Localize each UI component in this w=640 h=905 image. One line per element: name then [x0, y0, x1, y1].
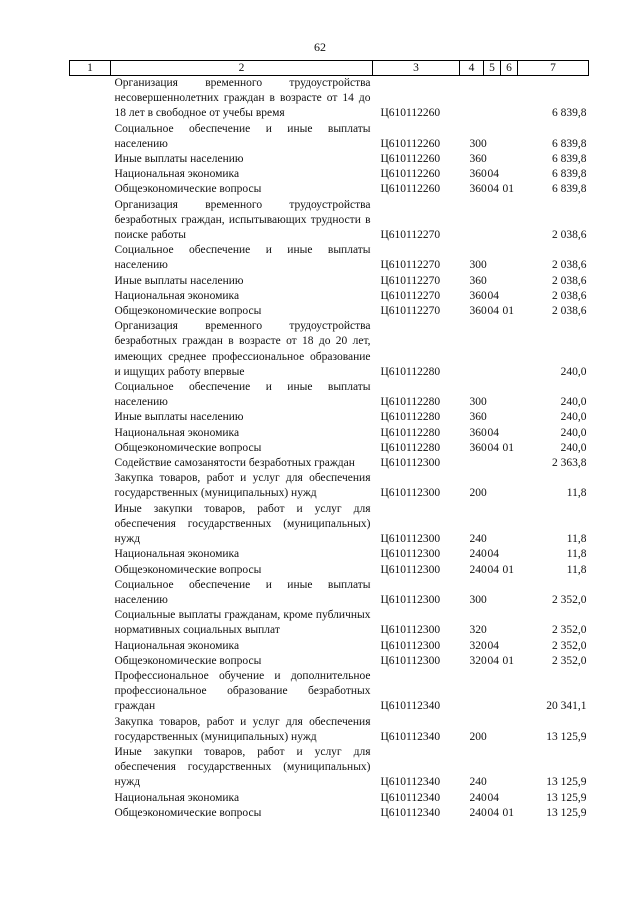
table-row: [70, 791, 589, 806]
row-expense-type: 360: [469, 305, 487, 318]
row-name: Закупка товаров, работ и услуг для обеспечения государственных (муниципальных) нужд: [114, 715, 371, 743]
row-number-cell: [70, 791, 111, 806]
row-code: Ц610112340: [380, 776, 441, 789]
row-expense-type: 240: [469, 563, 487, 576]
row-expense-type: 200: [469, 487, 487, 500]
row-code: Ц610112300: [380, 548, 441, 561]
row-section: 04: [487, 639, 499, 652]
row-number-cell: [70, 654, 111, 669]
row-amount: 240,0: [560, 411, 587, 424]
row-section: [484, 76, 501, 122]
row-subsection: 01: [502, 441, 514, 454]
header-col-5: 5: [484, 61, 501, 76]
row-amount: 13 125,9: [546, 791, 587, 804]
row-number-cell: [70, 76, 111, 122]
row-section: 04: [487, 289, 499, 302]
row-name: Общеэкономические вопросы: [114, 183, 262, 196]
table-row: [70, 441, 589, 456]
table-row: [70, 198, 589, 244]
row-number-cell: [70, 715, 111, 745]
row-section: 04: [487, 654, 499, 667]
row-subsection: [501, 167, 518, 182]
row-subsection: [501, 198, 518, 244]
row-expense-type: 360: [469, 183, 487, 196]
row-number-cell: [70, 745, 111, 791]
row-name: Иные закупки товаров, работ и услуг для обеспечения государственных (муниципальных) нужд: [114, 502, 371, 546]
row-expense-type: 320: [469, 624, 487, 637]
row-subsection: [501, 608, 518, 638]
row-expense-type: 360: [469, 426, 487, 439]
row-amount: 13 125,9: [546, 730, 587, 743]
row-name: Национальная экономика: [114, 639, 240, 652]
row-subsection: [501, 380, 518, 410]
row-number-cell: [70, 608, 111, 638]
header-row: [70, 61, 589, 76]
row-expense-type: [460, 198, 484, 244]
row-name: Организация временного трудоустройства безработных граждан в возрасте от 18 до 20 лет, имеющих среднее профессиональное образование и ищущих работу впервые: [114, 320, 371, 378]
row-number-cell: [70, 380, 111, 410]
row-subsection: [501, 243, 518, 273]
row-expense-type: 300: [469, 593, 487, 606]
budget-table: [69, 60, 589, 821]
table-row: [70, 380, 589, 410]
row-code: Ц610112260: [380, 183, 441, 196]
row-subsection: [501, 289, 518, 304]
row-subsection: 01: [502, 305, 514, 318]
row-section: 04: [487, 441, 499, 454]
row-code: Ц610112280: [380, 441, 441, 454]
table-row: [70, 167, 589, 182]
row-expense-type: 240: [469, 776, 487, 789]
page-number: 62: [314, 40, 326, 54]
row-code: Ц610112270: [380, 274, 441, 287]
table-row: [70, 563, 589, 578]
row-expense-type: 240: [469, 791, 487, 804]
table-row: [70, 806, 589, 821]
row-expense-type: [460, 319, 484, 380]
row-amount: 2 038,6: [552, 289, 587, 302]
table-row: [70, 502, 589, 548]
row-number-cell: [70, 122, 111, 152]
row-expense-type: 360: [469, 153, 487, 166]
table-row: [70, 654, 589, 669]
row-expense-type: 360: [469, 411, 487, 424]
row-expense-type: 320: [469, 654, 487, 667]
row-section: 04: [487, 563, 499, 576]
row-name: Иные выплаты населению: [114, 274, 244, 287]
row-amount: 13 125,9: [546, 806, 587, 819]
row-subsection: [501, 152, 518, 167]
row-subsection: [501, 122, 518, 152]
row-subsection: [501, 791, 518, 806]
table-row: [70, 669, 589, 715]
table-row: [70, 304, 589, 319]
row-number-cell: [70, 274, 111, 289]
row-amount: 2 352,0: [552, 624, 587, 637]
row-amount: 2 363,8: [552, 457, 587, 470]
row-name: Иные выплаты населению: [114, 153, 244, 166]
row-section: 04: [487, 168, 499, 181]
row-section: 04: [487, 806, 499, 819]
header-col-2: 2: [111, 61, 373, 76]
row-section: 04: [487, 183, 499, 196]
row-expense-type: 240: [469, 806, 487, 819]
row-amount: 6 839,8: [552, 137, 587, 150]
row-amount: 6 839,8: [552, 183, 587, 196]
row-number-cell: [70, 410, 111, 425]
row-code: Ц610112260: [380, 137, 441, 150]
row-number-cell: [70, 441, 111, 456]
row-name: Организация временного трудоустройства несовершеннолетних граждан в возрасте от 14 до 18 лет в свободное от учебы время: [114, 77, 371, 120]
table-row: [70, 715, 589, 745]
row-name: Общеэкономические вопросы: [114, 654, 262, 667]
table-row: [70, 547, 589, 562]
row-subsection: [501, 471, 518, 501]
row-subsection: [501, 410, 518, 425]
row-expense-type: 300: [469, 137, 487, 150]
row-code: Ц610112300: [380, 654, 441, 667]
table-row: [70, 456, 589, 471]
row-number-cell: [70, 547, 111, 562]
row-expense-type: [460, 669, 484, 715]
row-section: [484, 669, 501, 715]
row-code: Ц610112270: [380, 229, 441, 242]
row-code: Ц610112260: [380, 107, 441, 120]
row-number-cell: [70, 806, 111, 821]
row-expense-type: [460, 76, 484, 122]
table-row: [70, 426, 589, 441]
row-name: Национальная экономика: [114, 426, 240, 439]
row-amount: 240,0: [560, 441, 587, 454]
row-amount: 6 839,8: [552, 153, 587, 166]
row-number-cell: [70, 152, 111, 167]
row-amount: 2 352,0: [552, 593, 587, 606]
row-name: Социальное обеспечение и иные выплаты населению: [114, 381, 371, 409]
row-subsection: 01: [502, 654, 514, 667]
row-amount: 2 038,6: [552, 259, 587, 272]
row-amount: 2 038,6: [552, 229, 587, 242]
row-name: Содействие самозанятости безработных граждан: [114, 457, 355, 470]
row-code: Ц610112300: [380, 457, 441, 470]
row-subsection: [501, 426, 518, 441]
row-number-cell: [70, 319, 111, 380]
row-section: 04: [487, 548, 499, 561]
row-amount: 2 352,0: [552, 639, 587, 652]
row-subsection: 01: [502, 806, 514, 819]
row-expense-type: 300: [469, 259, 487, 272]
row-name: Социальное обеспечение и иные выплаты населению: [114, 244, 371, 272]
row-subsection: [501, 456, 518, 471]
row-amount: 240,0: [560, 396, 587, 409]
row-code: Ц610112280: [380, 411, 441, 424]
row-subsection: [501, 547, 518, 562]
row-name: Иные выплаты населению: [114, 411, 244, 424]
row-amount: 6 839,8: [552, 168, 587, 181]
row-expense-type: 240: [469, 548, 487, 561]
row-number-cell: [70, 182, 111, 197]
row-name: Общеэкономические вопросы: [114, 563, 262, 576]
table-row: [70, 639, 589, 654]
row-code: Ц610112340: [380, 730, 441, 743]
row-number-cell: [70, 502, 111, 548]
row-name: Национальная экономика: [114, 791, 240, 804]
row-code: Ц610112280: [380, 365, 441, 378]
table-row: [70, 152, 589, 167]
row-expense-type: [460, 456, 484, 471]
row-number-cell: [70, 456, 111, 471]
row-expense-type: 360: [469, 168, 487, 181]
header-col-6: 6: [501, 61, 518, 76]
row-section: [484, 456, 501, 471]
table-row: [70, 578, 589, 608]
table-row: [70, 745, 589, 791]
row-number-cell: [70, 167, 111, 182]
row-name: Социальные выплаты гражданам, кроме публичных нормативных социальных выплат: [114, 609, 371, 637]
table-row: [70, 289, 589, 304]
row-code: Ц610112340: [380, 806, 441, 819]
row-section: 04: [487, 305, 499, 318]
row-code: Ц610112280: [380, 426, 441, 439]
row-amount: 11,8: [566, 533, 587, 546]
header-col-4: 4: [460, 61, 484, 76]
row-name: Общеэкономические вопросы: [114, 305, 262, 318]
row-subsection: [501, 76, 518, 122]
row-number-cell: [70, 471, 111, 501]
row-amount: 20 341,1: [546, 700, 587, 713]
row-code: Ц610112300: [380, 593, 441, 606]
table-row: [70, 608, 589, 638]
header-col-3: 3: [373, 61, 460, 76]
row-code: Ц610112300: [380, 487, 441, 500]
row-code: Ц610112280: [380, 396, 441, 409]
row-code: Ц610112270: [380, 289, 441, 302]
row-name: Профессиональное обучение и дополнительное профессиональное образование безработных граждан: [114, 669, 371, 713]
row-name: Национальная экономика: [114, 548, 240, 561]
row-amount: 11,8: [566, 548, 587, 561]
row-number-cell: [70, 639, 111, 654]
row-name: Закупка товаров, работ и услуг для обеспечения государственных (муниципальных) нужд: [114, 472, 371, 500]
table-row: [70, 274, 589, 289]
row-expense-type: 360: [469, 289, 487, 302]
row-code: Ц610112260: [380, 153, 441, 166]
row-subsection: [501, 669, 518, 715]
row-code: Ц610112270: [380, 259, 441, 272]
row-subsection: 01: [502, 183, 514, 196]
table-body: [70, 76, 589, 821]
row-subsection: [501, 274, 518, 289]
table-row: [70, 471, 589, 501]
row-code: Ц610112270: [380, 305, 441, 318]
row-section: 04: [487, 791, 499, 804]
row-section: 04: [487, 426, 499, 439]
row-section: [484, 198, 501, 244]
table-row: [70, 243, 589, 273]
row-subsection: [501, 319, 518, 380]
row-amount: 240,0: [560, 426, 587, 439]
row-subsection: [501, 502, 518, 548]
header-col-7: 7: [518, 61, 589, 76]
row-subsection: [501, 639, 518, 654]
table-row: [70, 76, 589, 122]
table-row: [70, 410, 589, 425]
row-name: Общеэкономические вопросы: [114, 441, 262, 454]
row-amount: 240,0: [560, 365, 587, 378]
table-row: [70, 319, 589, 380]
row-name: Социальное обеспечение и иные выплаты населению: [114, 122, 371, 150]
row-subsection: 01: [502, 563, 514, 576]
row-code: Ц610112340: [380, 791, 441, 804]
row-amount: 6 839,8: [552, 107, 587, 120]
row-subsection: [501, 715, 518, 745]
row-number-cell: [70, 578, 111, 608]
row-number-cell: [70, 289, 111, 304]
row-subsection: [501, 578, 518, 608]
row-name: Иные закупки товаров, работ и услуг для обеспечения государственных (муниципальных) нужд: [114, 745, 371, 789]
row-code: Ц610112300: [380, 533, 441, 546]
row-name: Национальная экономика: [114, 289, 240, 302]
row-code: Ц610112300: [380, 624, 441, 637]
table-header: [70, 61, 589, 76]
row-number-cell: [70, 243, 111, 273]
row-expense-type: 300: [469, 396, 487, 409]
row-name: Общеэкономические вопросы: [114, 806, 262, 819]
row-expense-type: 200: [469, 730, 487, 743]
row-number-cell: [70, 426, 111, 441]
row-subsection: [501, 745, 518, 791]
row-code: Ц610112300: [380, 639, 441, 652]
row-amount: 13 125,9: [546, 776, 587, 789]
row-amount: 11,8: [566, 563, 587, 576]
table-row: [70, 182, 589, 197]
row-expense-type: 320: [469, 639, 487, 652]
row-expense-type: 360: [469, 274, 487, 287]
header-col-1: 1: [70, 61, 111, 76]
row-amount: 2 352,0: [552, 654, 587, 667]
row-name: Организация временного трудоустройства безработных граждан, испытывающих трудности в поиске работы: [114, 198, 371, 242]
row-section: [484, 319, 501, 380]
row-name: Социальное обеспечение и иные выплаты населению: [114, 578, 371, 606]
row-code: Ц610112300: [380, 563, 441, 576]
row-amount: 11,8: [566, 487, 587, 500]
row-name: Национальная экономика: [114, 168, 240, 181]
table-row: [70, 122, 589, 152]
row-number-cell: [70, 563, 111, 578]
row-expense-type: 360: [469, 441, 487, 454]
row-amount: 2 038,6: [552, 305, 587, 318]
row-code: Ц610112260: [380, 168, 441, 181]
row-number-cell: [70, 198, 111, 244]
row-expense-type: 240: [469, 533, 487, 546]
row-amount: 2 038,6: [552, 274, 587, 287]
row-number-cell: [70, 304, 111, 319]
row-code: Ц610112340: [380, 700, 441, 713]
row-number-cell: [70, 669, 111, 715]
